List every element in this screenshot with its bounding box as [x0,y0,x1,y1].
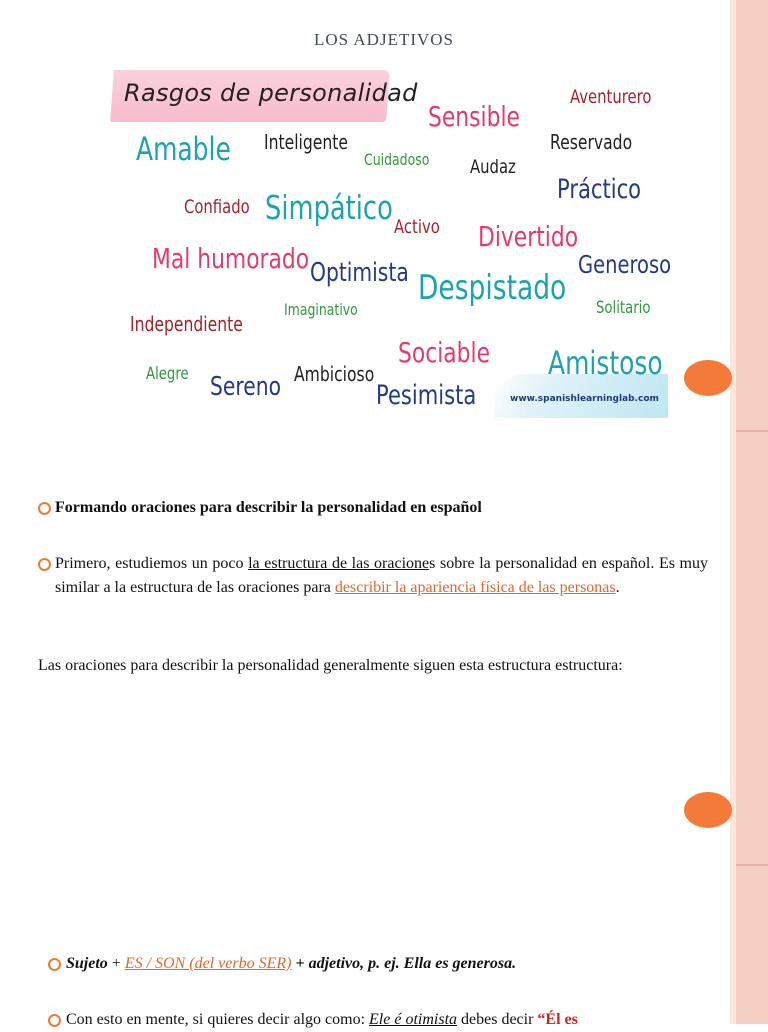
decorative-dot [684,360,732,396]
word-audaz: Audaz [470,156,516,178]
word-mal-humorado: Mal humorado [152,242,310,275]
intro-paragraph [55,552,708,599]
word-imaginativo: Imaginativo [284,300,358,319]
example-answer: “Él es [537,1011,578,1028]
sentence-structure-link[interactable]: la estructura de las oracione [248,555,430,572]
word-amistoso: Amistoso [548,344,663,382]
example-text: Con esto en mente, si quieres decir algo como: [66,1011,370,1028]
bullet-icon [38,502,51,515]
intro-text-2: s sobre la personalidad en español. Es muy similar a la estructura de las oraciones para [55,555,709,596]
decorative-dot [684,792,732,828]
intro-text-1: Primero, estudiemos un poco [55,555,249,572]
intro-end: . [615,578,620,596]
word-confiado: Confiado [184,196,250,218]
word-sociable: Sociable [398,336,491,369]
section-heading: Formando oraciones para describir la personalidad en español [55,499,482,516]
word-sensible: Sensible [428,100,520,133]
word-ambicioso: Ambicioso [294,362,375,386]
word-sereno: Sereno [210,372,281,402]
stripe-divider [736,430,768,432]
physical-description-link[interactable]: describir la apariencia física de las personas [334,578,616,596]
formula-line [66,952,706,976]
ser-verb-link[interactable]: ES / SON (del verbo SER) [124,955,292,972]
word-aventurero: Aventurero [570,86,652,108]
formula-rest: + adjetivo, p. ej. Ella es generosa. [291,955,517,972]
word-inteligente: Inteligente [264,130,348,154]
word-simpatico: Simpático [265,188,393,227]
bullet-icon [48,958,61,971]
stripe-divider [736,864,768,866]
word-cloud-image [112,70,672,418]
word-despistado: Despistado [418,268,567,308]
page-title: LOS ADJETIVOS [313,30,455,49]
word-alegre: Alegre [146,364,189,384]
word-reservado: Reservado [550,130,633,154]
word-divertido: Divertido [478,220,579,253]
word-solitario: Solitario [596,298,651,318]
word-independiente: Independiente [130,312,243,336]
formula-subject: Sujeto [66,955,108,972]
word-optimista: Optimista [310,258,409,288]
word-cloud-banner-text: Rasgos de personalidad [124,79,418,107]
bullet-icon [38,558,51,571]
bullet-icon [48,1014,61,1027]
example-line [66,1008,706,1032]
example-mid: debes decir [457,1011,538,1028]
word-cuidadoso: Cuidadoso [364,150,430,169]
example-portuguese: Ele é otimista [369,1011,458,1028]
decorative-stripe-outer [736,0,768,1024]
watermark-text: www.spanishlearninglab.com [510,394,659,404]
word-practico: Práctico [557,174,642,205]
word-activo: Activo [394,216,440,238]
formula-plus: + [107,955,125,972]
word-generoso: Generoso [578,250,672,279]
word-pesimista: Pesimista [376,380,477,411]
word-amable: Amable [136,130,231,168]
structure-paragraph: Las oraciones para describir la personalidad generalmente siguen esta estructura estructura: [38,657,623,674]
